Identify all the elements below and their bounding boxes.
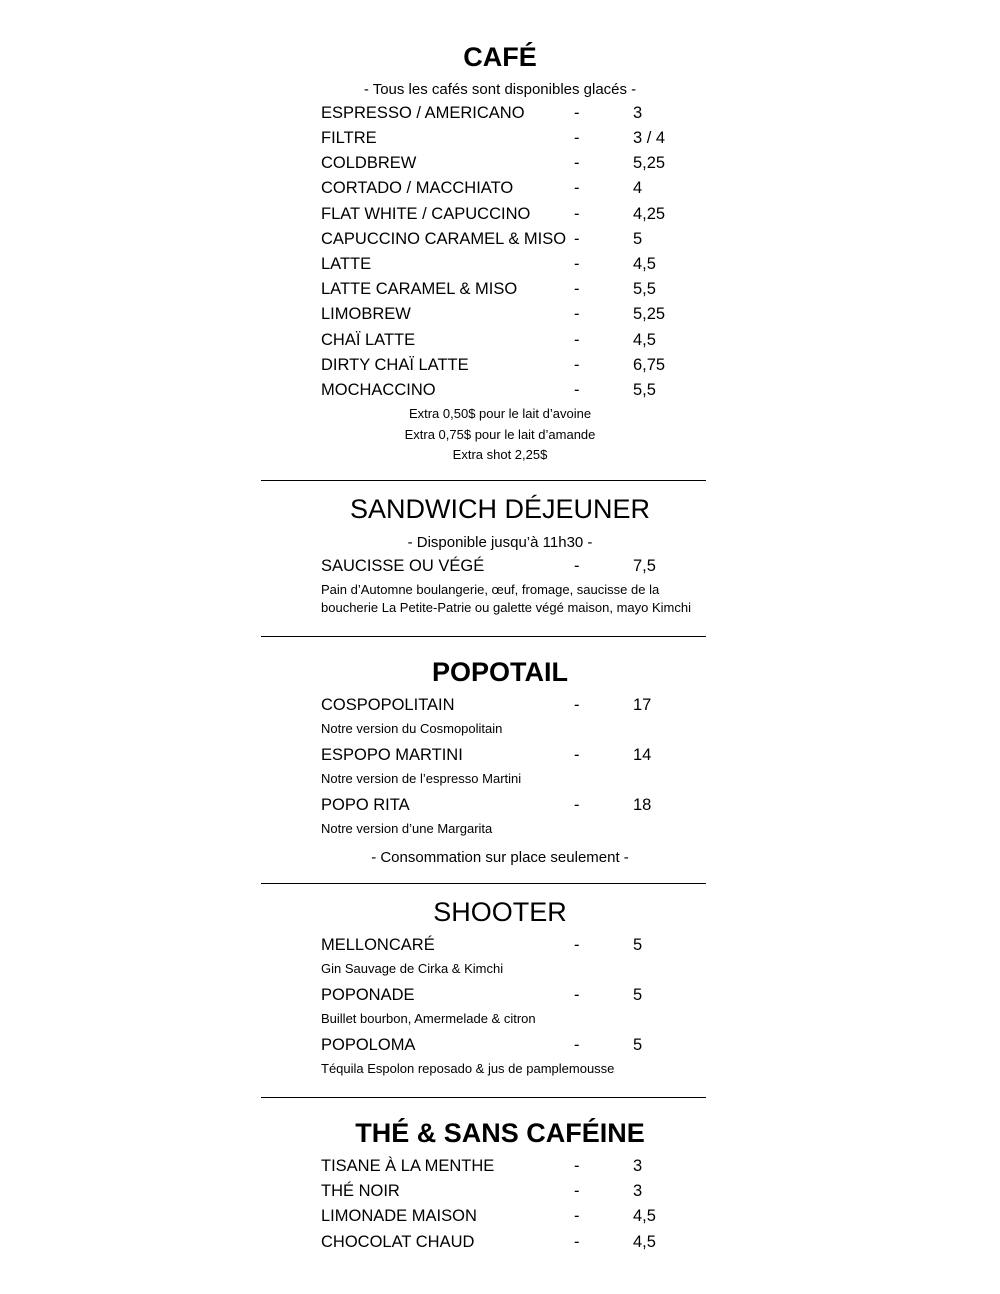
menu-item-latte bbox=[0, 253, 1000, 275]
item-price: 14 bbox=[633, 746, 652, 764]
item-separator: - bbox=[574, 280, 580, 298]
item-name: SAUCISSE OU VÉGÉ bbox=[321, 557, 485, 575]
section-title-shooter: SHOOTER bbox=[433, 897, 567, 927]
section-note-cafe: - Tous les cafés sont disponibles glacés - bbox=[363, 81, 637, 98]
menu-item-chocolat-chaud bbox=[0, 1231, 1000, 1253]
item-price: 5,5 bbox=[633, 280, 656, 298]
menu-item-cortado-macchiato bbox=[0, 177, 1000, 199]
item-separator: - bbox=[574, 796, 580, 814]
item-price: 4,5 bbox=[633, 331, 656, 349]
extra-shot: Extra shot 2,25$ bbox=[452, 447, 548, 462]
item-separator: - bbox=[574, 1182, 580, 1200]
item-separator: - bbox=[574, 305, 580, 323]
item-separator: - bbox=[574, 381, 580, 399]
section-divider bbox=[261, 883, 706, 884]
item-name: TISANE À LA MENTHE bbox=[321, 1157, 495, 1175]
item-separator: - bbox=[574, 129, 580, 147]
section-divider bbox=[261, 480, 706, 481]
section-title-sandwich: SANDWICH DÉJEUNER bbox=[349, 494, 651, 524]
menu-item-mochaccino bbox=[0, 379, 1000, 401]
menu-item-limonade-maison bbox=[0, 1205, 1000, 1227]
item-price: 7,5 bbox=[633, 557, 656, 575]
item-name: LIMOBREW bbox=[321, 305, 411, 323]
item-price: 3 bbox=[633, 1157, 643, 1175]
section-note-sandwich: - Disponible jusqu’à 11h30 - bbox=[407, 534, 593, 551]
item-name: THÉ NOIR bbox=[321, 1182, 400, 1200]
item-price: 18 bbox=[633, 796, 652, 814]
item-price: 5,5 bbox=[633, 381, 656, 399]
menu-item-popo-rita bbox=[0, 794, 1000, 816]
item-name: CHAÏ LATTE bbox=[321, 331, 416, 349]
item-price: 5 bbox=[633, 1036, 643, 1054]
menu-item-filtre bbox=[0, 127, 1000, 149]
item-description: Buillet bourbon, Amermelade & citron bbox=[321, 1011, 536, 1026]
menu-item-poponade bbox=[0, 984, 1000, 1006]
item-price: 3 / 4 bbox=[633, 129, 666, 147]
menu-item-the-noir bbox=[0, 1180, 1000, 1202]
item-name: FILTRE bbox=[321, 129, 377, 147]
item-separator: - bbox=[574, 1207, 580, 1225]
item-separator: - bbox=[574, 331, 580, 349]
item-separator: - bbox=[574, 746, 580, 764]
extra-oat-milk: Extra 0,50$ pour le lait d’avoine bbox=[408, 406, 592, 421]
item-separator: - bbox=[574, 557, 580, 575]
item-separator: - bbox=[574, 154, 580, 172]
item-name: FLAT WHITE / CAPUCCINO bbox=[321, 205, 531, 223]
menu-item-saucisse-ou-vege bbox=[0, 555, 1000, 577]
item-separator: - bbox=[574, 205, 580, 223]
item-name: LATTE bbox=[321, 255, 372, 273]
item-name: ESPRESSO / AMERICANO bbox=[321, 104, 525, 122]
item-price: 3 bbox=[633, 1182, 643, 1200]
menu-item-tisane-menthe bbox=[0, 1155, 1000, 1177]
item-separator: - bbox=[574, 936, 580, 954]
item-price: 4,25 bbox=[633, 205, 666, 223]
item-price: 5 bbox=[633, 986, 643, 1004]
menu-item-latte-caramel-miso bbox=[0, 278, 1000, 300]
menu-item-dirty-chai-latte bbox=[0, 354, 1000, 376]
item-name: LATTE CARAMEL & MISO bbox=[321, 280, 518, 298]
item-name: LIMONADE MAISON bbox=[321, 1207, 477, 1225]
section-title-popotail: POPOTAIL bbox=[431, 657, 568, 687]
item-separator: - bbox=[574, 1036, 580, 1054]
menu-item-limobrew bbox=[0, 303, 1000, 325]
section-title-cafe: CAFÉ bbox=[463, 42, 537, 72]
menu-item-chai-latte bbox=[0, 329, 1000, 351]
item-price: 4,5 bbox=[633, 255, 656, 273]
item-description: Notre version du Cosmopolitain bbox=[321, 721, 503, 736]
item-price: 4,5 bbox=[633, 1233, 656, 1251]
item-separator: - bbox=[574, 230, 580, 248]
item-name: MELLONCARÉ bbox=[321, 936, 435, 954]
item-price: 5,25 bbox=[633, 154, 666, 172]
item-name: DIRTY CHAÏ LATTE bbox=[321, 356, 469, 374]
item-name: POPONADE bbox=[321, 986, 415, 1004]
item-separator: - bbox=[574, 696, 580, 714]
item-description: Notre version de l’espresso Martini bbox=[321, 771, 522, 786]
item-description: boucherie La Petite-Patrie ou galette végé maison, mayo Kimchi bbox=[321, 600, 691, 615]
item-name: COSPOPOLITAIN bbox=[321, 696, 455, 714]
item-description: Téquila Espolon reposado & jus de pamplemousse bbox=[321, 1061, 615, 1076]
section-title-the: THÉ & SANS CAFÉINE bbox=[355, 1118, 645, 1148]
menu-item-coldbrew bbox=[0, 152, 1000, 174]
menu-item-espresso-americano bbox=[0, 102, 1000, 124]
item-name: COLDBREW bbox=[321, 154, 417, 172]
item-separator: - bbox=[574, 986, 580, 1004]
item-description: Gin Sauvage de Cirka & Kimchi bbox=[321, 961, 504, 976]
section-note-popotail: - Consommation sur place seulement - bbox=[371, 849, 629, 866]
item-name: POPO RITA bbox=[321, 796, 410, 814]
item-separator: - bbox=[574, 104, 580, 122]
menu-item-popoloma bbox=[0, 1034, 1000, 1056]
item-name: MOCHACCINO bbox=[321, 381, 436, 399]
item-separator: - bbox=[574, 356, 580, 374]
item-price: 5 bbox=[633, 230, 643, 248]
item-separator: - bbox=[574, 1233, 580, 1251]
item-name: CHOCOLAT CHAUD bbox=[321, 1233, 475, 1251]
menu-item-espopo-martini bbox=[0, 744, 1000, 766]
menu-item-melloncare bbox=[0, 934, 1000, 956]
item-price: 4,5 bbox=[633, 1207, 656, 1225]
item-price: 5 bbox=[633, 936, 643, 954]
item-price: 6,75 bbox=[633, 356, 666, 374]
menu-item-cospopolitain bbox=[0, 694, 1000, 716]
section-divider bbox=[261, 636, 706, 637]
item-price: 5,25 bbox=[633, 305, 666, 323]
item-price: 3 bbox=[633, 104, 643, 122]
item-price: 4 bbox=[633, 179, 643, 197]
item-name: CORTADO / MACCHIATO bbox=[321, 179, 514, 197]
item-separator: - bbox=[574, 255, 580, 273]
item-name: POPOLOMA bbox=[321, 1036, 416, 1054]
section-divider bbox=[261, 1097, 706, 1098]
item-description: Pain d’Automne boulangerie, œuf, fromage, saucisse de la bbox=[321, 582, 660, 597]
item-separator: - bbox=[574, 1157, 580, 1175]
menu-item-flat-white-capuccino bbox=[0, 203, 1000, 225]
item-price: 17 bbox=[633, 696, 652, 714]
item-description: Notre version d’une Margarita bbox=[321, 821, 493, 836]
menu-item-capuccino-caramel-miso bbox=[0, 228, 1000, 250]
item-name: ESPOPO MARTINI bbox=[321, 746, 463, 764]
extra-almond-milk: Extra 0,75$ pour le lait d’amande bbox=[404, 427, 596, 442]
item-separator: - bbox=[574, 179, 580, 197]
item-name: CAPUCCINO CARAMEL & MISO bbox=[321, 230, 567, 248]
